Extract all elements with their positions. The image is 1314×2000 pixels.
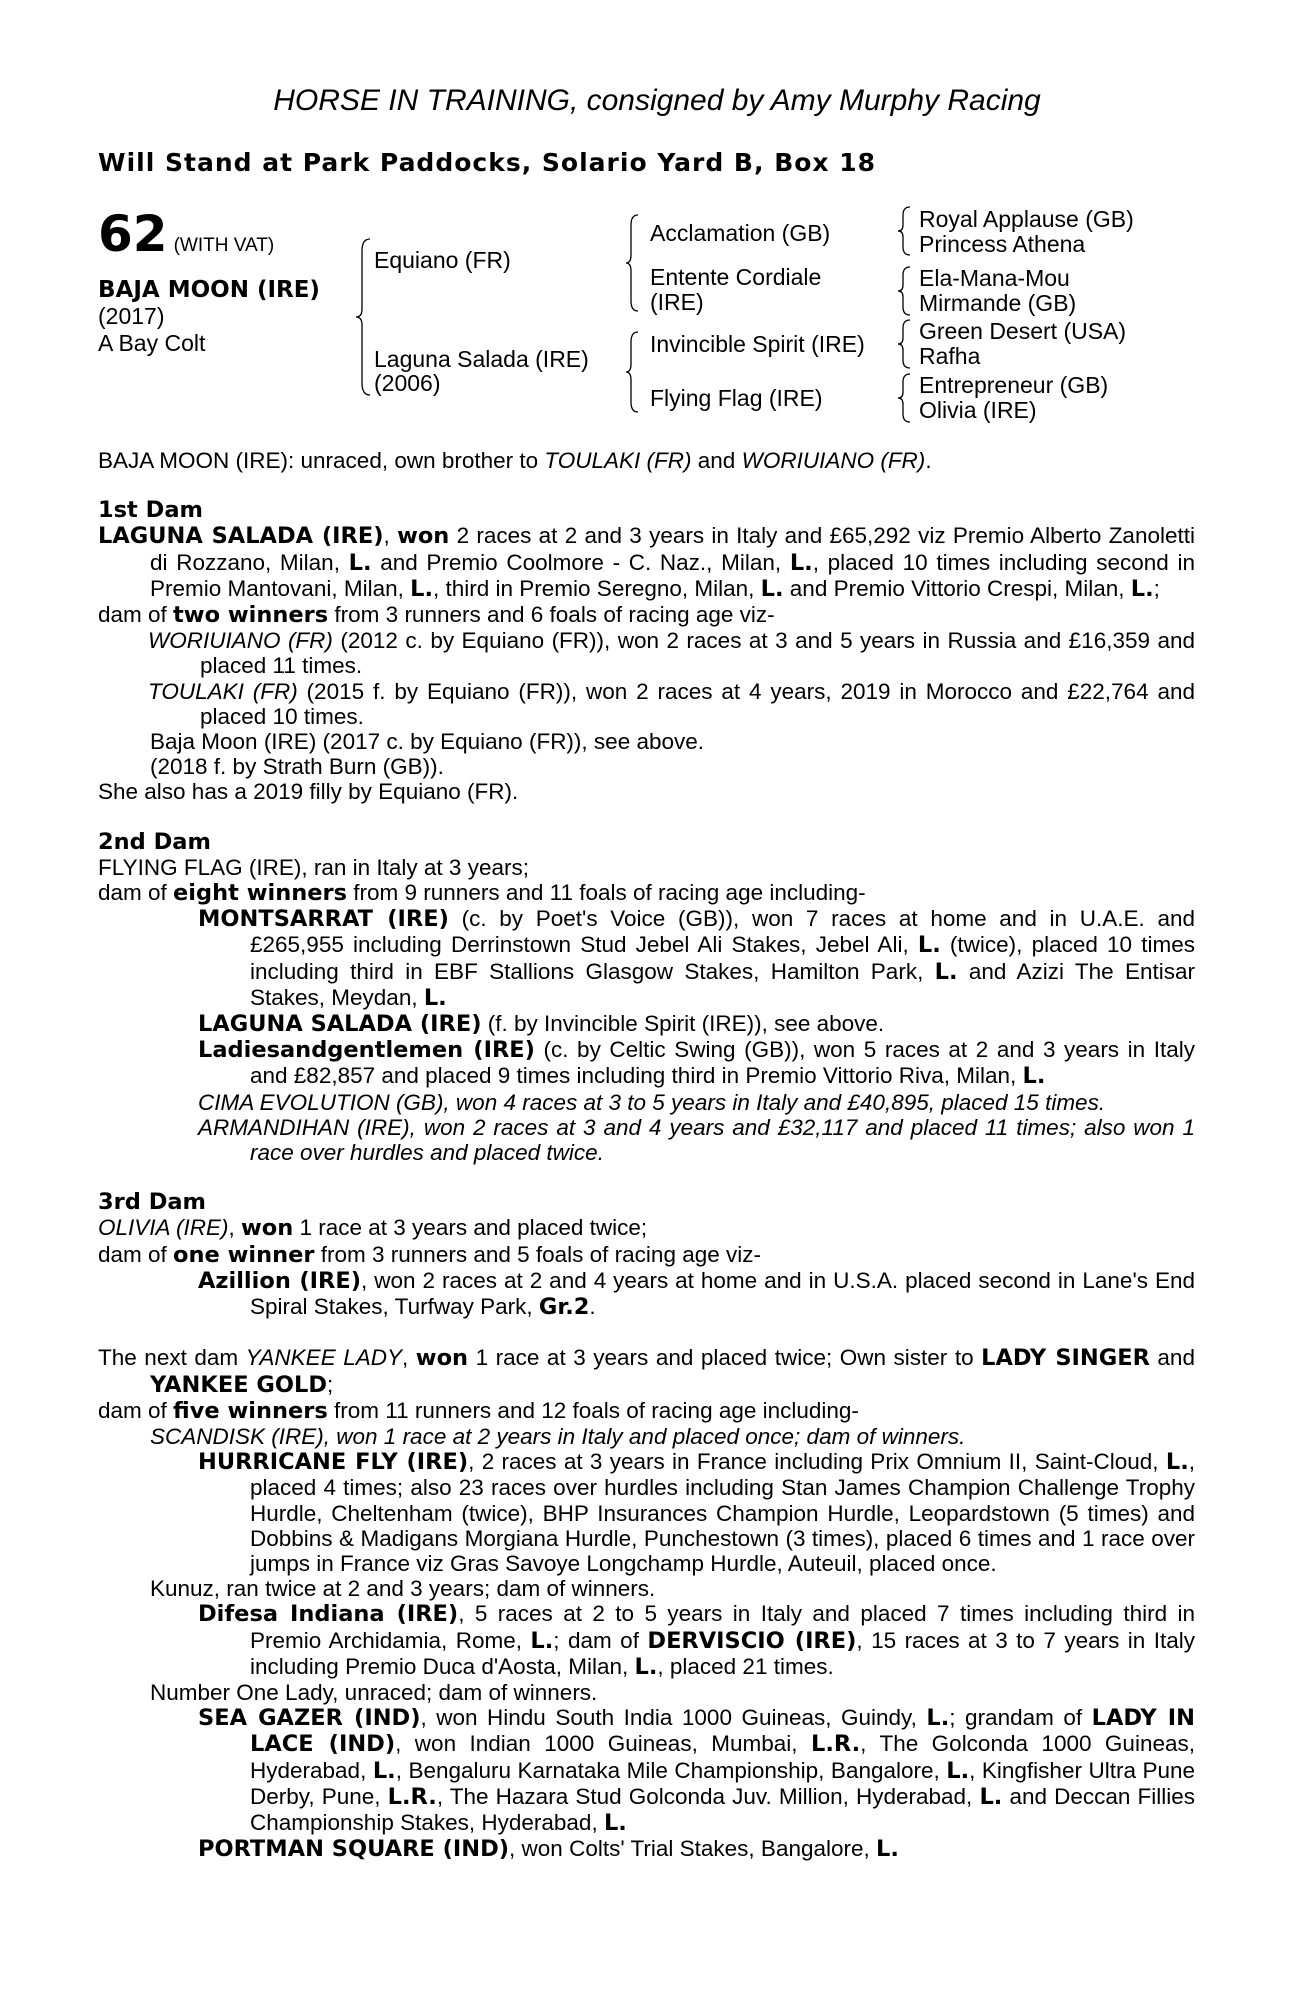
pedigree-gg-8: Olivia (IRE): [919, 397, 1037, 423]
pedigree-gg-4: Mirmande (GB): [919, 290, 1077, 316]
pedigree-gg-6: Rafha: [919, 343, 981, 369]
gg-brace-2: [896, 265, 914, 317]
gg-brace-4: [896, 372, 914, 424]
produce-2018-filly: (2018 f. by Strath Burn (GB)).: [150, 754, 444, 780]
second-dam-heading: 2nd Dam: [98, 828, 211, 855]
sire-dam-brace: [354, 237, 374, 397]
sire-parents-brace: [624, 213, 642, 313]
second-dam-produce-summary: dam of eight winners from 9 runners and 11 foals of racing age including-: [98, 880, 866, 907]
produce-montsarrat: MONTSARRAT (IRE) (c. by Poet's Voice (GB)), won 7 races at home and in U.A.E. and £265,955 including Derrinstown Stud Jebel Ali Stakes, Jebel Ali, L. (twice), placed 10 times including third in EBF Stallions Glasgow Stakes, Hamilton Park, L. and Azizi The Entisar Stakes, Meydan, L.: [198, 906, 1196, 1011]
pedigree-gg-3: Ela-Mana-Mou: [919, 265, 1070, 291]
next-dam-record: The next dam YANKEE LADY, won 1 race at 3 years and placed twice; Own sister to LADY SINGER and YANKEE GOLD;: [98, 1345, 1195, 1398]
produce-ladiesandgentlemen: Ladiesandgentlemen (IRE) (c. by Celtic Swing (GB)), won 5 races at 2 and 3 years in Italy and £82,857 and placed 9 times including third in Premio Vittorio Riva, Milan, L.: [198, 1037, 1195, 1090]
produce-difesa-indiana: Difesa Indiana (IRE), 5 races at 2 to 5 years in Italy and placed 7 times including third in Premio Archidamia, Rome, L.; dam of DERVISCIO (IRE), 15 races at 3 to 7 years in Italy including Premio Duca d'Aosta, Milan, L., placed 21 times.: [198, 1601, 1195, 1680]
produce-woriuiano: WORIUIANO (FR) (2012 c. by Equiano (FR)), won 2 races at 3 and 5 years in Russia and £16,359 and placed 11 times.: [148, 628, 1195, 679]
produce-armandihan: ARMANDIHAN (IRE), won 2 races at 3 and 4 years and £32,117 and placed 11 times; also won 1 race over hurdles and placed twice.: [198, 1114, 1195, 1166]
pedigree-gg-5: Green Desert (USA): [919, 318, 1127, 344]
gg-brace-3: [896, 318, 914, 370]
catalogue-body: [98, 448, 1195, 1862]
pedigree-sire-sire: Acclamation (GB): [650, 220, 831, 246]
third-dam-record: OLIVIA (IRE), won 1 race at 3 years and placed twice;: [98, 1215, 648, 1242]
stand-location: Will Stand at Park Paddocks, Solario Yard B, Box 18: [98, 148, 877, 177]
second-dam-record: FLYING FLAG (IRE), ran in Italy at 3 years;: [98, 854, 529, 880]
produce-number-one-lady: Number One Lady, unraced; dam of winners.: [150, 1679, 598, 1705]
first-dam-heading: 1st Dam: [98, 497, 203, 524]
gg-brace-1: [896, 205, 914, 257]
produce-laguna-salada: LAGUNA SALADA (IRE) (f. by Invincible Spirit (IRE)), see above.: [198, 1011, 885, 1038]
horse-description: A Bay Colt: [98, 330, 206, 356]
next-dam-produce-summary: dam of five winners from 11 runners and 12 foals of racing age including-: [98, 1397, 859, 1424]
first-dam-record: LAGUNA SALADA (IRE), won 2 races at 2 and 3 years in Italy and £65,292 viz Premio Alberto Zanoletti di Rozzano, Milan, L. and Premio Coolmore - C. Naz., Milan, L., placed 10 times including second in Premio Mantovani, Milan, L., third in Premio Seregno, Milan, L. and Premio Vittorio Crespi, Milan, L.;: [98, 523, 1195, 602]
first-dam-foal-note: She also has a 2019 filly by Equiano (FR).: [98, 779, 519, 805]
produce-portman-square: PORTMAN SQUARE (IND), won Colts' Trial Stakes, Bangalore, L.: [198, 1836, 899, 1863]
first-dam-produce-summary: dam of two winners from 3 runners and 6 foals of racing age viz-: [98, 602, 775, 629]
produce-cima-evolution: CIMA EVOLUTION (GB), won 4 races at 3 to 5 years in Italy and £40,895, placed 15 times.: [198, 1089, 1106, 1115]
produce-toulaki: TOULAKI (FR) (2015 f. by Equiano (FR)), won 2 races at 4 years, 2019 in Morocco and £22,764 and placed 10 times.: [148, 678, 1195, 729]
pedigree-gg-2: Princess Athena: [919, 231, 1086, 257]
produce-scandisk: SCANDISK (IRE), won 1 race at 2 years in Italy and placed once; dam of winners.: [150, 1423, 966, 1449]
lot-heading: [98, 205, 274, 263]
produce-kunuz: Kunuz, ran twice at 2 and 3 years; dam of winners.: [150, 1576, 656, 1602]
pedigree-dam-sire: Invincible Spirit (IRE): [650, 331, 865, 357]
pedigree-sire: Equiano (FR): [374, 247, 511, 273]
produce-baja-moon: Baja Moon (IRE) (2017 c. by Equiano (FR)), see above.: [150, 729, 705, 755]
horse-name: BAJA MOON (IRE): [98, 277, 320, 303]
third-dam-heading: 3rd Dam: [98, 1189, 206, 1216]
pedigree-sire-dam: Entente Cordiale: [650, 264, 822, 290]
third-dam-produce-summary: dam of one winner from 3 runners and 5 foals of racing age viz-: [98, 1241, 761, 1268]
pedigree-dam-dam: Flying Flag (IRE): [650, 385, 823, 411]
pedigree-dam-year: (2006): [374, 370, 441, 396]
produce-azillion: Azillion (IRE), won 2 races at 2 and 4 years at home and in U.S.A. placed second in Lane's End Spiral Stakes, Turfway Park, Gr.2.: [198, 1267, 1195, 1321]
vat-note: (WITH VAT): [173, 235, 275, 256]
pedigree-gg-1: Royal Applause (GB): [919, 206, 1134, 232]
lot-number: 62: [98, 205, 168, 263]
intro-line: BAJA MOON (IRE): unraced, own brother to TOULAKI (FR) and WORIUIANO (FR).: [98, 448, 932, 473]
produce-sea-gazer: SEA GAZER (IND), won Hindu South India 1000 Guineas, Guindy, L.; grandam of LADY IN LACE (IND), won Indian 1000 Guineas, Mumbai, L.R., The Golconda 1000 Guineas, Hyderabad, L., Bengaluru Karnataka Mile Championship, Bangalore, L., Kingfisher Ultra Pune Derby, Pune, L.R., The Hazara Stud Golconda Juv. Million, Hyderabad, L. and Deccan Fillies Championship Stakes, Hyderabad, L.: [198, 1705, 1196, 1836]
pedigree-gg-7: Entrepreneur (GB): [919, 372, 1109, 398]
horse-year: (2017): [98, 303, 165, 329]
pedigree-sire-dam-suffix: (IRE): [650, 289, 704, 315]
produce-hurricane-fly: HURRICANE FLY (IRE), 2 races at 3 years in France including Prix Omnium II, Saint-Cloud, L., placed 4 times; also 23 races over hurdles including Stan James Champion Challenge Trophy Hurdle, Cheltenham (twice), BHP Insurances Champion Hurdle, Leopardstown (5 times) and Dobbins & Madigans Morgiana Hurdle, Punchestown (3 times), placed 6 times and 1 race over jumps in France viz Gras Savoye Longchamp Hurdle, Auteuil, placed once.: [198, 1449, 1196, 1576]
dam-parents-brace: [624, 330, 642, 414]
page-header: HORSE IN TRAINING, consigned by Amy Murphy Racing: [273, 84, 1041, 117]
pedigree-dam: Laguna Salada (IRE): [374, 346, 589, 372]
